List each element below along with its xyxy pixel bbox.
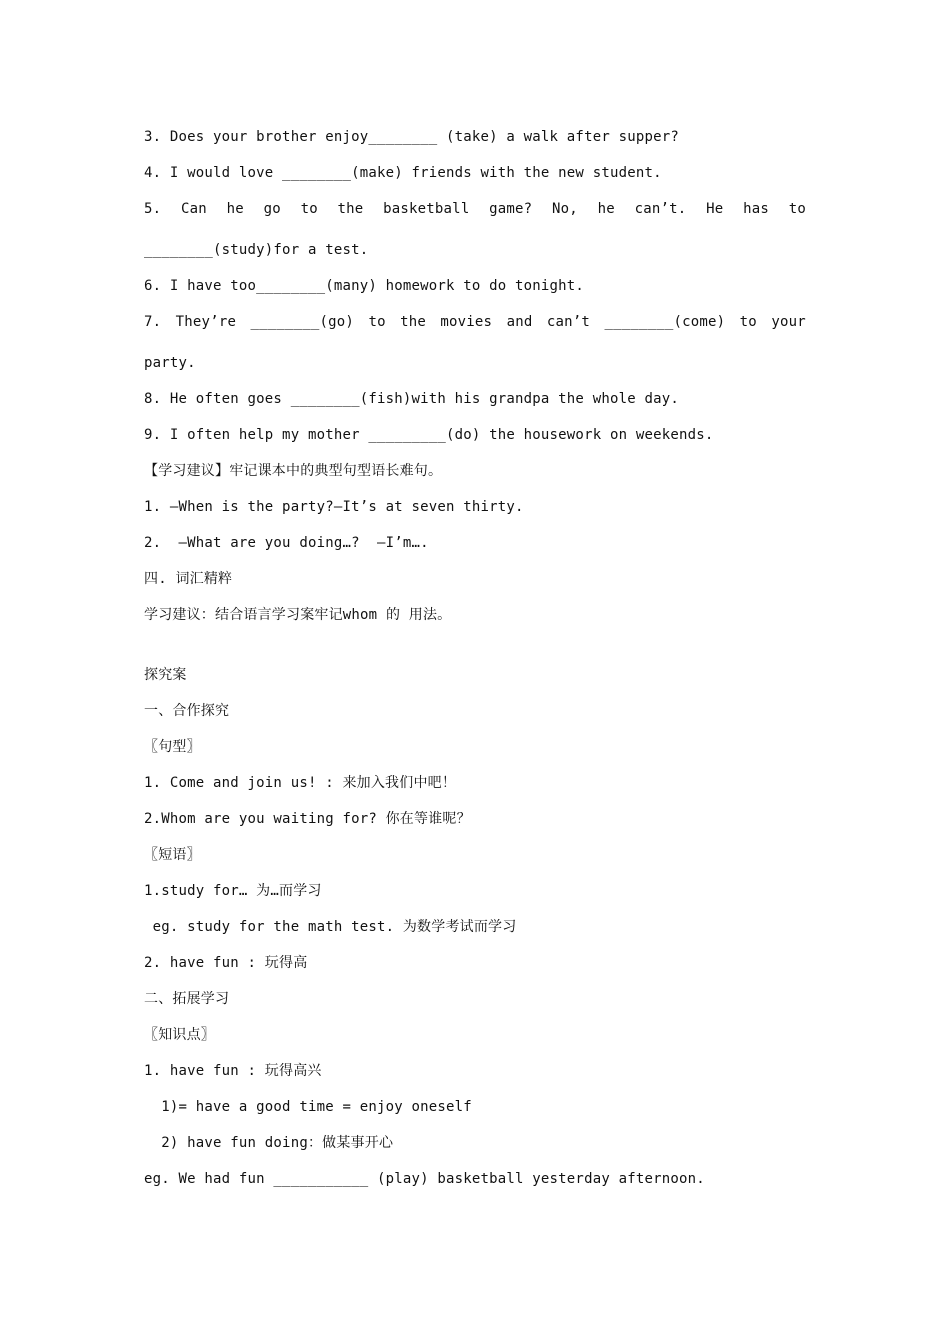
phrase-1: 1.study for… 为…而学习 xyxy=(144,883,322,899)
dialogue-2: 2. —What are you doing…? —I’m…. xyxy=(144,535,429,551)
study-advice-sentences: 【学习建议】牢记课本中的典型句型语长难句。 xyxy=(144,463,443,479)
knowledge-point-tag: 〖知识点〗 xyxy=(144,1027,215,1043)
sentence-pattern-tag: 〖句型〗 xyxy=(144,739,201,755)
sentence-2: 2.Whom are you waiting for? 你在等谁呢？ xyxy=(144,811,471,827)
exercise-4: 4. I would love ________(make) friends with the new student. xyxy=(144,165,662,181)
cooperative-inquiry-heading: 一、合作探究 xyxy=(144,703,230,719)
phrase-2: 2. have fun : 玩得高 xyxy=(144,955,308,971)
knowledge-1-usage-1: 1)= have a good time = enjoy oneself xyxy=(144,1099,472,1115)
exercise-7-line-2: party. xyxy=(144,355,196,371)
exercise-3: 3. Does your brother enjoy________ (take) a walk after supper? xyxy=(144,129,679,145)
exercise-9: 9. I often help my mother _________(do) the housework on weekends. xyxy=(144,427,714,443)
knowledge-1: 1. have fun : 玩得高兴 xyxy=(144,1063,322,1079)
exercise-5-line-2: ________(study)for a test. xyxy=(144,242,369,258)
knowledge-1-example: eg. We had fun ___________ (play) basketball yesterday afternoon. xyxy=(144,1171,705,1187)
extended-learning-heading: 二、拓展学习 xyxy=(144,991,230,1007)
phrase-tag: 〖短语〗 xyxy=(144,847,201,863)
exercise-7-line-1: 7. They’re ________(go) to the movies and can’t ________(come) to your xyxy=(144,314,806,330)
section-vocabulary-heading: 四. 词汇精粹 xyxy=(144,571,233,587)
exercise-8: 8. He often goes ________(fish)with his grandpa the whole day. xyxy=(144,391,679,407)
phrase-1-example: eg. study for the math test. 为数学考试而学习 xyxy=(144,919,517,935)
study-advice-whom: 学习建议：结合语言学习案牢记whom 的 用法。 xyxy=(144,607,452,623)
sentence-1: 1. Come and join us! : 来加入我们中吧！ xyxy=(144,775,457,791)
explore-heading: 探究案 xyxy=(144,667,187,683)
dialogue-1: 1. —When is the party?—It’s at seven thirty. xyxy=(144,499,524,515)
knowledge-1-usage-2: 2) have fun doing：做某事开心 xyxy=(144,1135,394,1151)
exercise-6: 6. I have too________(many) homework to do tonight. xyxy=(144,278,585,294)
exercise-5-line-1: 5. Can he go to the basketball game? No, he can’t. He has to xyxy=(144,201,806,217)
